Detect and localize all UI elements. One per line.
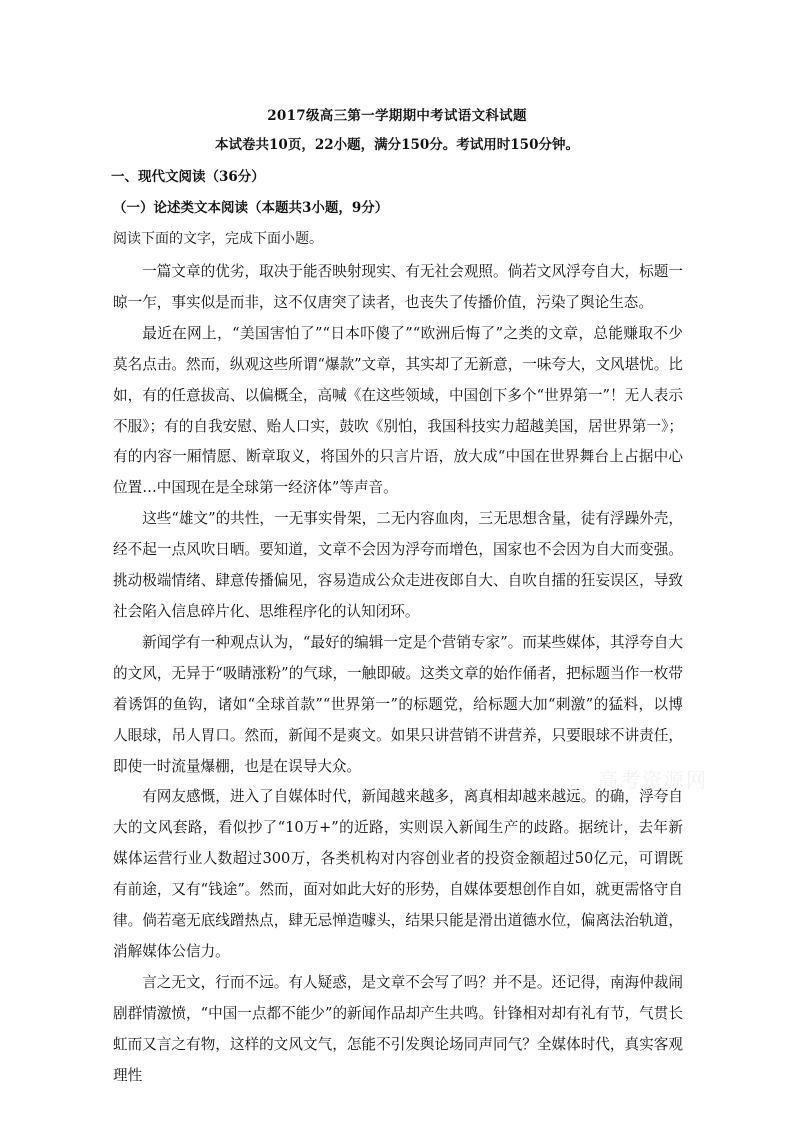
passage-paragraph: 新闻学有一种观点认为，“最好的编辑一定是个营销专家”。而某些媒体，其浮夸自大的文风，无异于“吸睛涨粉”的气球，一触即破。这类文章的始作俑者，把标题当作一枚带着诱饵的鱼钩，诸如“全球首款”“世界第一”的标题党，给标题大加“刺激”的猛料，以博人眼球，吊人胃口。然而，新闻不是爽文。如果只讲营销不讲营养，只要眼球不讲责任，即使一时流量爆棚，也是在误导大众。 xyxy=(113,633,683,775)
exam-subtitle: 本试卷共10页，22小题，满分150分。考试用时150分钟。 xyxy=(215,137,579,153)
passage-paragraph: 言之无文，行而不远。有人疑惑，是文章不会写了吗？并不是。还记得，南海仲裁闹剧群情激愤，“中国一点都不能少”的新闻作品却产生共鸣。针锋相对却有礼有节，气贯长虹而又言之有物，这样的文风文气，怎能不引发舆论场同声同气？全媒体时代，真实客观理性 xyxy=(113,973,683,1084)
subsection-heading: （一）论述类文本阅读（本题共3小题，9分） xyxy=(113,200,389,216)
passage-body xyxy=(113,257,683,1091)
passage-paragraph: 一篇文章的优劣，取决于能否映射现实、有无社会观照。倘若文风浮夸自大，标题一晾一乍，事实似是而非，这不仅唐突了读者，也丧失了传播价值，污染了舆论生态。 xyxy=(113,263,683,311)
passage-paragraph: 这些“雄文”的共性，一无事实骨架，二无内容血肉，三无思想含量，徒有浮躁外壳，经不起一点风吹日晒。要知道，文章不会因为浮夸而增色，国家也不会因为自大而变强。挑动极端情绪、肆意传播偏见，容易造成公众走进夜郎自大、自吹自擂的狂妄误区，导致社会陷入信息碎片化、思维程序化的认知闭环。 xyxy=(113,510,683,620)
passage-paragraph: 有网友感慨，进入了自媒体时代，新闻越来越多，离真相却越来越远。的确，浮夸自大的文风套路，看似抄了“10万+”的近路，实则误入新闻生产的歧路。据统计，去年新媒体运营行业人数超过300万，各类机构对内容创业者的投资金额超过50亿元，可谓既有前途，又有“钱途”。然而，面对如此大好的形势，自媒体要想创作自如，就更需恪守自律。倘若毫无底线蹭热点，肆无忌惮造噱头，结果只能是滑出道德水位，偏离法治轨道，消解媒体公信力。 xyxy=(113,788,683,960)
exam-title: 2017级高三第一学期期中考试语文科试题 xyxy=(267,108,527,124)
reading-instruction: 阅读下面的文字，完成下面小题。 xyxy=(113,231,323,247)
section-heading: 一、现代文阅读（36分） xyxy=(111,169,265,185)
passage-paragraph: 最近在网上，“美国害怕了”“日本吓傻了”“欧洲后悔了”之类的文章，总能赚取不少莫名点击。然而，纵观这些所谓“爆款”文章，其实却了无新意，一味夸大，文风堪忧。比如，有的任意拔高、以偏概全，高喊《在这些领域，中国创下多个“世界第一”！无人表示不服》；有的自我安慰、贻人口实，鼓吹《别怕，我国科技实力超越美国，居世界第一》；有的内容一厢情愿、断章取义，将国外的只言片语，放大成“中国在世界舞台上占据中心位置…中国现在是全球第一经济体”等声音。 xyxy=(113,324,683,497)
watermark-logo: 高考资源网 xyxy=(598,768,708,792)
